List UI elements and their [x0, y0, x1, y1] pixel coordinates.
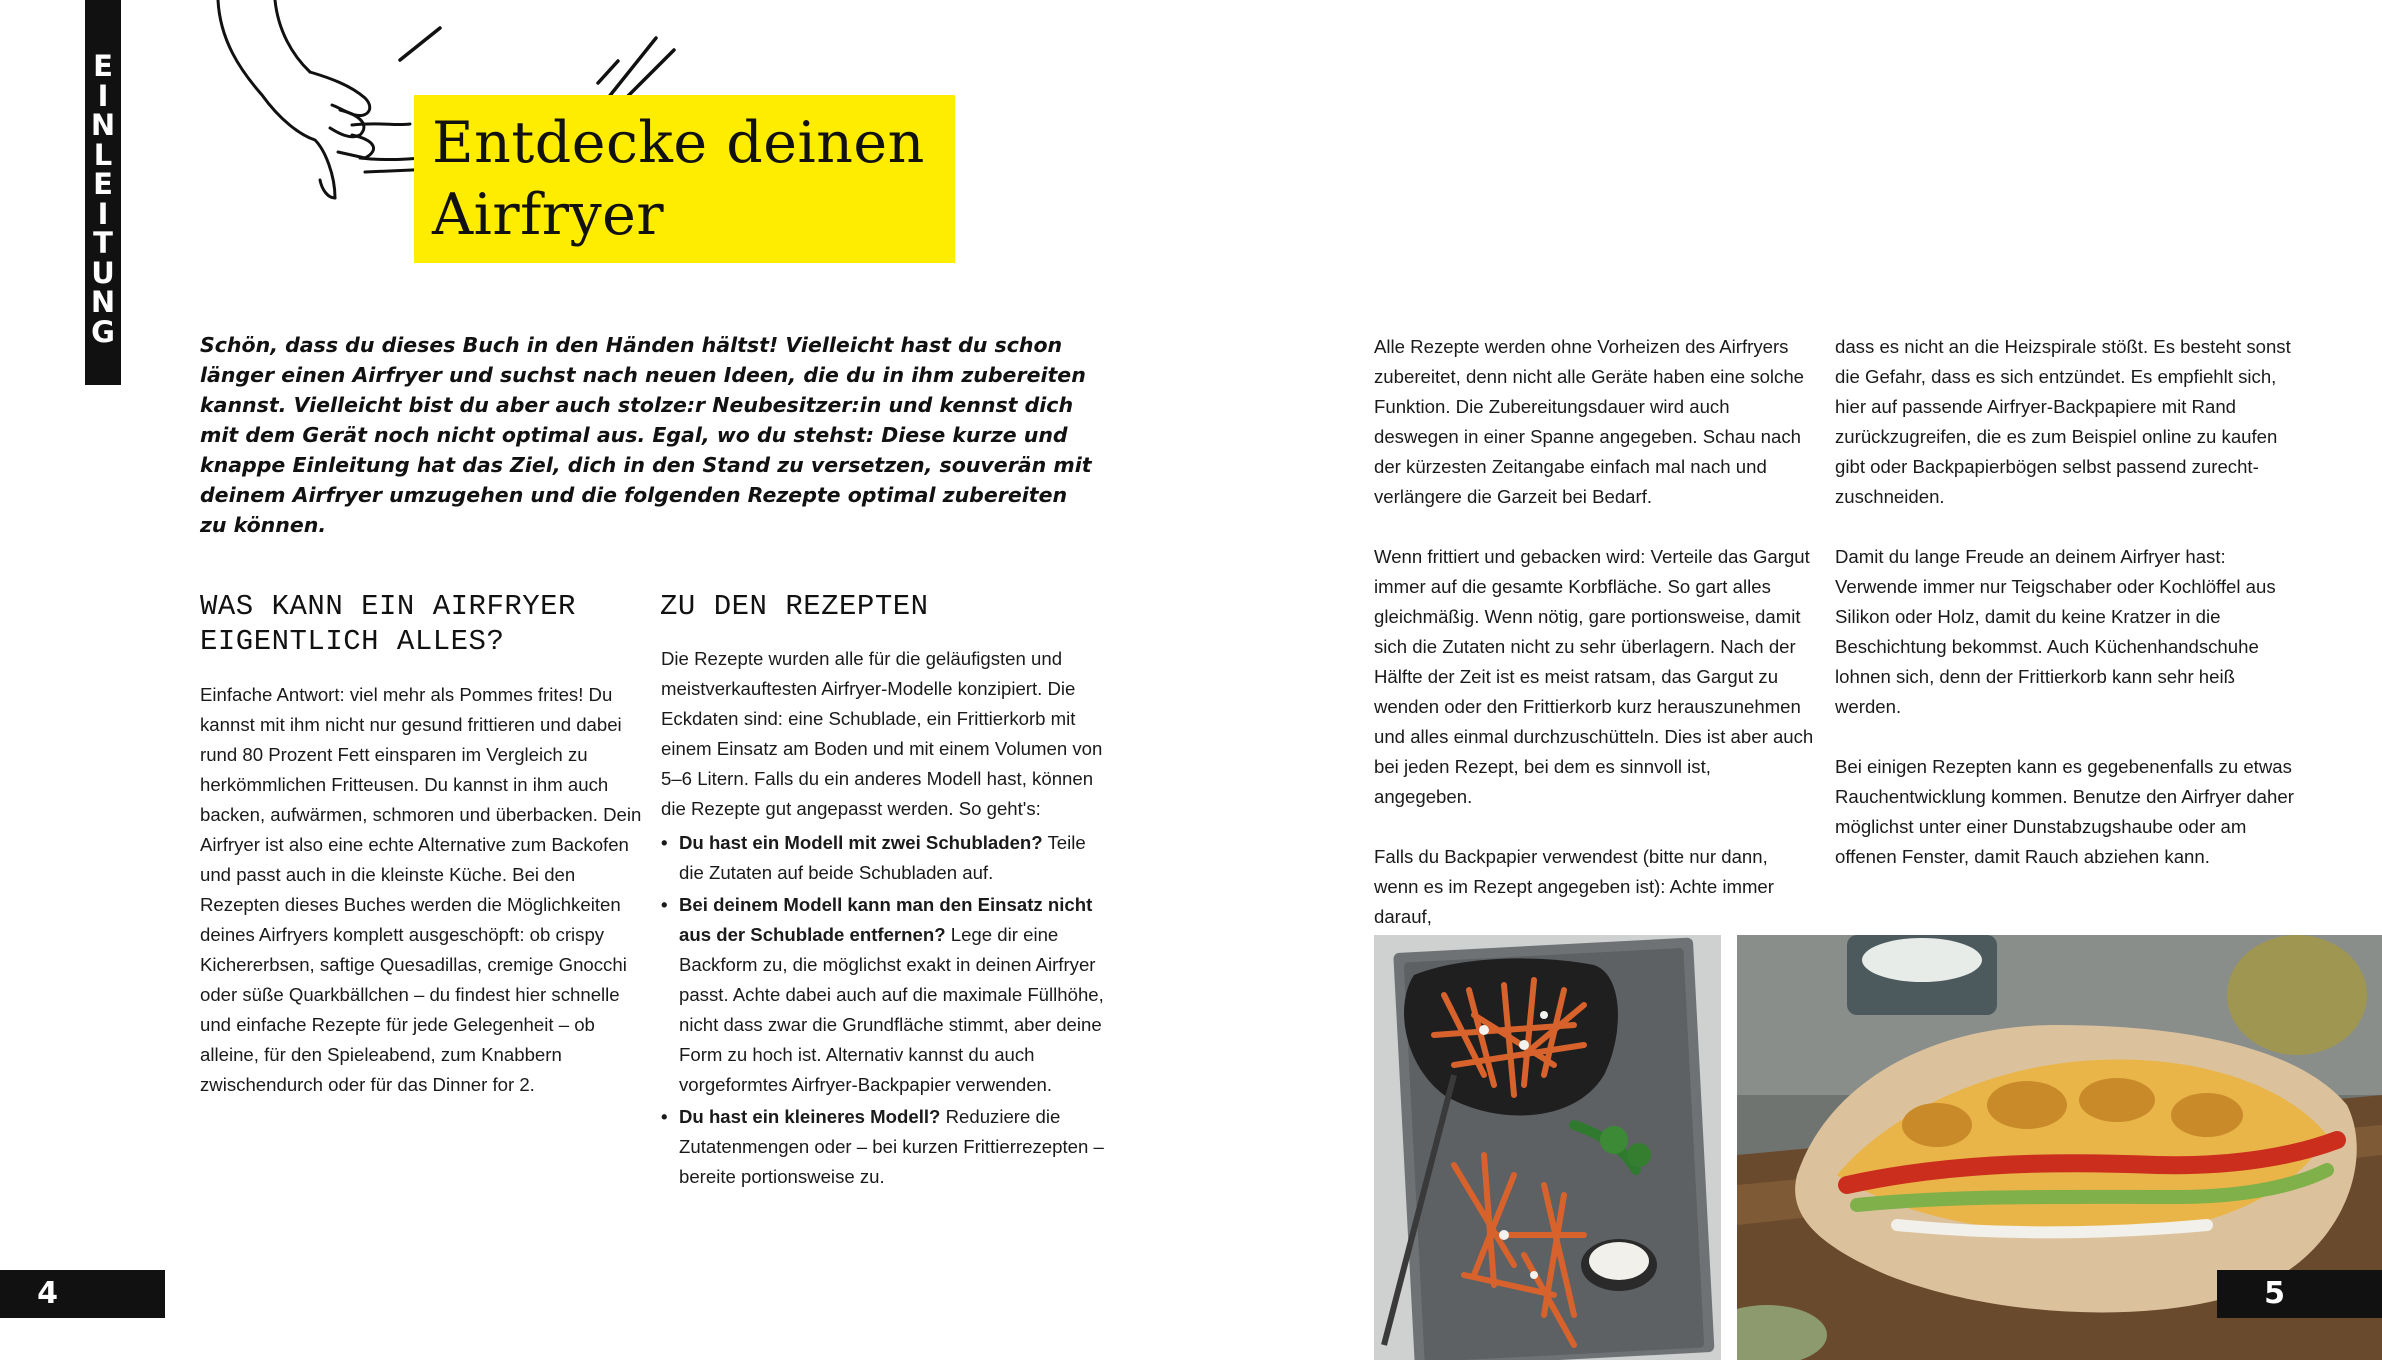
page-number-left: 4 [0, 1270, 165, 1318]
list-item: • Du hast ein kleineres Modell? Reduziere die Zutatenmengen oder – bei kurzen Frittierrezepten – bereite portionsweise zu. [661, 1102, 1113, 1192]
photo-sweet-potato-fries [1374, 935, 1721, 1360]
section-heading-airfryer: WAS KANN EIN AIRFRYER EIGENTLICH ALLES? [200, 590, 576, 658]
section-text-rezepte: Die Rezepte wurden alle für die geläufigsten und meistverkauftesten Airfryer-Modelle konzipiert. Die Eckdaten sind: eine Schublade, ein Frittierkorb mit einem Einsatz am Boden und mit einem Volumen von 5–6 Litern. Falls du ein anderes Modell hast, können die Rezepte gut angepasst werden. So geht's: • Du hast ein Modell mit zwei Schubladen? Teile die Zutaten auf beide Schubladen auf. • Bei deinem Modell kann man den Einsatz nicht aus der Schublade entfernen? Lege dir eine Backform zu, die möglichst exakt in deinen Airfryer passt. Achte dabei auch auf die maximale Füllhöhe, nicht dass zwar die Grundfläche stimmt, aber deine Form zu hoch ist. Alternativ kannst du auch vorgeformtes Airfryer-Backpapier verwenden. • Du hast ein kleineres Modell? Reduziere die Zutatenmengen oder – bei kurzen Frittierrezepten – bereite portionsweise zu. [661, 644, 1113, 1194]
intro-paragraph: Schön, dass du dieses Buch in den Händen hältst! Vielleicht hast du schon länger einen Airfryer und suchst nach neuen Ideen, die du in ihm zubereiten kannst. Vielleicht bist du aber auch stolze:r Neubesitzer:in und kennst dich mit dem Gerät noch nicht optimal aus. Egal, wo du stehst: Diese kurze und knappe Einleitung hat das Ziel, dich in den Stand zu versetzen, souverän mit deinem Airfryer umzugehen und die folgenden Rezepte optimal zubereiten zu können. [200, 333, 1092, 537]
page-number-right: 5 [2217, 1270, 2382, 1318]
motion-lines-illustration [590, 28, 680, 103]
page-title: Entdecke deinen Airfryer [432, 110, 925, 248]
right-column-2: dass es nicht an die Heizspirale stößt. Es besteht sonst die Gefahr, dass es sich entzündet. Es empfiehlt sich, hier auf passende Airfryer-Backpapiere mit Rand zurückzugreifen, die es zum Beispiel online zu kaufen gibt oder Backpapierbögen selbst passend zurecht-zuschneiden. Damit du lange Freude an deinem Airfryer hast: Verwende immer nur Teigschaber oder Kochlöffel aus Silikon oder Holz, damit du keine Kratzer in die Beschichtung bekommst. Auch Küchenhandschuhe lohnen sich, denn der Frittierkorb kann sehr heiß werden. Bei einigen Rezepten kann es gegebenenfalls zu etwas Rauchentwicklung kommen. Benutze den Airfryer daher möglichst unter einer Dunstabzugshaube oder am offenen Fenster, damit Rauch abziehen kann. [1835, 336, 2294, 867]
right-column-1: Alle Rezepte werden ohne Vorheizen des Airfryers zubereitet, denn nicht alle Geräte haben eine solche Funktion. Die Zubereitungsdauer wird auch deswegen in einer Spanne angegeben. Schau nach der kürzesten Zeitangabe einfach mal nach und verlängere die Garzeit bei Bedarf. Wenn frittiert und gebacken wird: Verteile das Gargut immer auf die gesamte Korbfläche. So gart alles gleichmäßig. Wenn nötig, gare portionsweise, damit sich die Zutaten nicht zu sehr überlagern. Nach der Hälfte der Zeit ist es meist ratsam, das Gargut zu wenden oder den Frittierkorb kurz herauszunehmen und alles einmal durchzuschütteln. Dies ist aber auch bei jeden Rezept, bei dem es sinnvoll ist, angegeben. Falls du Backpapier verwendest (bitte nur dann, wenn es im Rezept angegeben ist): Achte immer darauf, [1374, 336, 1814, 927]
list-item: • Du hast ein Modell mit zwei Schubladen? Teile die Zutaten auf beide Schubladen auf. [661, 828, 1113, 888]
fries-image [1374, 935, 1721, 1360]
chapter-tab-label: E I N L E I T U N G [90, 49, 116, 349]
list-item: • Bei deinem Modell kann man den Einsatz nicht aus der Schublade entfernen? Lege dir eine Backform zu, die möglichst exakt in deinen Airfryer passt. Achte dabei auch auf die maximale Füllhöhe, nicht dass zwar die Grundfläche stimmt, aber deine Form zu hoch ist. Alternativ kannst du auch vorgeformtes Airfryer-Backpapier verwenden. [661, 890, 1113, 1100]
section-text-airfryer: Einfache Antwort: viel mehr als Pommes frites! Du kannst mit ihm nicht nur gesund frittieren und dabei rund 80 Prozent Fett einsparen im Vergleich zu herkömmlichen Fritteusen. Du kannst in ihm auch backen, aufwärmen, schmoren und überbacken. Dein Airfryer ist also eine echte Alternative zum Backofen und passt auch in die kleinste Küche. Bei den Rezepten dieses Buches werden die Möglichkeiten deines Airfryers komplett ausgeschöpft: ob crispy Kichererbsen, saftige Quesadillas, cremige Gnocchi oder süße Quarkbällchen – du findest hier schnelle und einfache Rezepte für jede Gelegenheit – ob alleine, für den Spieleabend, zum Knabbern zwischendurch oder für das Dinner for 2. [200, 684, 642, 1095]
tips-list [661, 828, 1113, 1192]
section-heading-rezepte: ZU DEN REZEPTEN [660, 590, 929, 623]
